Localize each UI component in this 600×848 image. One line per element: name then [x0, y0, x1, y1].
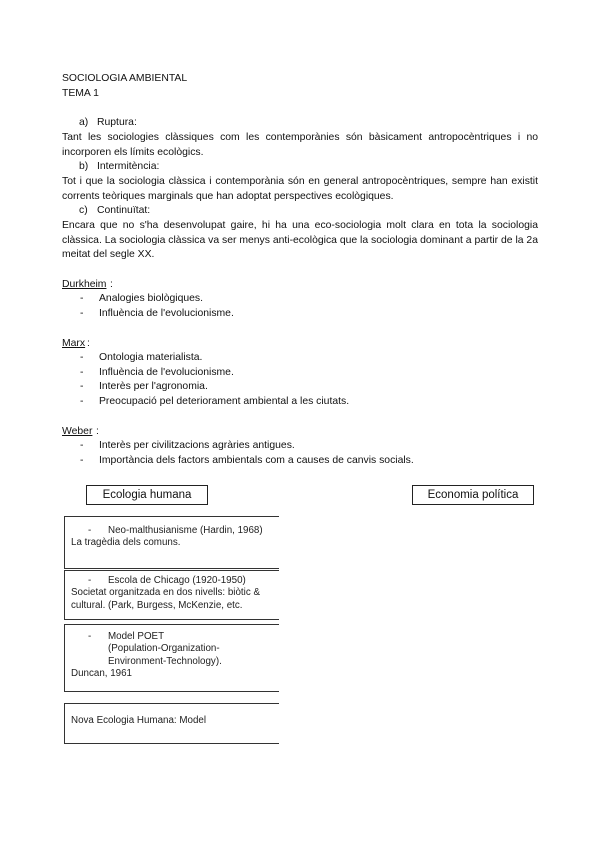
box-line: cultural. (Park, Burgess, McKenzie, etc.: [71, 599, 243, 611]
box-line: La tragèdia dels comuns.: [71, 537, 181, 549]
item-b-mark: b): [79, 161, 89, 172]
bullet-dash: -: [88, 525, 92, 536]
bullet-dash: -: [80, 440, 84, 451]
section-durkheim-colon: :: [110, 279, 113, 290]
section-weber-colon: :: [96, 426, 99, 437]
box-bullet-row: [65, 631, 279, 643]
box-indented-line: Environment-Technology).: [108, 655, 222, 667]
section-weber-title: [62, 425, 92, 440]
list-item: [62, 380, 349, 395]
item-a-heading: [79, 116, 137, 131]
list-item-text: Interès per civilitzacions agràries antigues.: [99, 440, 295, 451]
list-item-text: Preocupació pel deteriorament ambiental a les ciutats.: [99, 395, 350, 407]
item-c-title: Continuïtat:: [97, 205, 151, 216]
section-durkheim-list: [62, 292, 234, 321]
list-item: [62, 439, 414, 454]
list-item: [62, 454, 414, 469]
box-bullet-row: [65, 575, 279, 587]
item-c-mark: c): [79, 205, 88, 216]
item-c-text: Encara que no s'ha desenvolupat gaire, hi ha una eco-sociologia molt clara en tota la sociologia clàssica. La sociologia clàssica va ser menys anti-ecològica que la sociologia dominant a partir de la 2a meitat del segle XX.: [62, 220, 538, 261]
label-ecologia-humana: Ecologia humana: [86, 485, 208, 505]
box-bullet-text: Neo-malthusianisme (Hardin, 1968): [108, 525, 263, 536]
list-item: [62, 366, 349, 381]
bullet-dash: -: [88, 631, 92, 642]
list-item-text: Analogies biològiques.: [99, 293, 203, 304]
list-item: [62, 395, 349, 410]
bullet-dash: -: [80, 381, 84, 393]
box-nova-ecologia: [64, 703, 279, 744]
list-item: [62, 292, 234, 307]
section-marx-name: Marx: [62, 338, 86, 349]
bullet-dash: -: [80, 395, 84, 407]
item-a-title: Ruptura:: [97, 117, 137, 128]
box-bullet-text: Model POET: [108, 631, 165, 642]
label-economia-politica: Economia política: [412, 485, 534, 505]
bullet-dash: -: [80, 293, 84, 304]
list-item-text: Ontologia materialista.: [99, 352, 203, 363]
bullet-dash: -: [80, 454, 84, 466]
box-model-poet: [64, 624, 279, 692]
section-marx-colon: :: [87, 338, 90, 349]
bullet-dash: -: [88, 575, 92, 586]
section-marx-title: [62, 337, 85, 352]
item-b-text: Tot i que la sociologia clàssica i contemporània són en general antropocèntriques, sempre han existit corrents teòriques marginals que han adoptat perspectives ecològiques.: [62, 176, 538, 202]
list-item-text: Influència de l'evolucionisme.: [99, 366, 234, 378]
box-line: Societat organitzada en dos nivells: biòtic &: [71, 587, 260, 599]
section-weber-list: [62, 439, 414, 468]
section-weber-name: Weber: [62, 426, 93, 437]
list-item-text: Importància dels factors ambientals com a causes de canvis socials.: [99, 454, 414, 466]
bullet-dash: -: [80, 366, 84, 378]
course-title: SOCIOLOGIA AMBIENTAL: [62, 73, 188, 84]
list-item-text: Influència de l'evolucionisme.: [99, 307, 234, 319]
list-item: [62, 307, 234, 322]
item-a-mark: a): [79, 117, 89, 128]
box-line: Duncan, 1961: [71, 668, 133, 680]
box-bullet-text: Escola de Chicago (1920-1950): [108, 575, 246, 586]
list-item-text: Interès per l'agronomia.: [99, 381, 208, 393]
box-indented-line: (Population-Organization-: [108, 643, 220, 655]
document-header: [62, 72, 187, 101]
box-bullet-row: [65, 525, 279, 537]
box-neo-malthusianisme: [64, 516, 279, 569]
item-a-text: Tant les sociologies clàssiques com les contemporànies són bàsicament antropocèntriques i no incorporen els límits ecològics.: [62, 132, 538, 158]
section-marx-list: [62, 351, 349, 409]
section-durkheim-name: Durkheim: [62, 279, 107, 290]
section-durkheim-title: [62, 278, 106, 293]
item-c-heading: [79, 204, 150, 219]
box-escola-chicago: [64, 570, 279, 620]
item-b-heading: [79, 160, 159, 175]
topic-title: TEMA 1: [62, 87, 99, 99]
bullet-dash: -: [80, 307, 84, 319]
item-b-title: Intermitència:: [97, 161, 160, 172]
box-line: Nova Ecologia Humana: Model: [71, 715, 207, 726]
bullet-dash: -: [80, 352, 84, 363]
list-item: [62, 351, 349, 366]
